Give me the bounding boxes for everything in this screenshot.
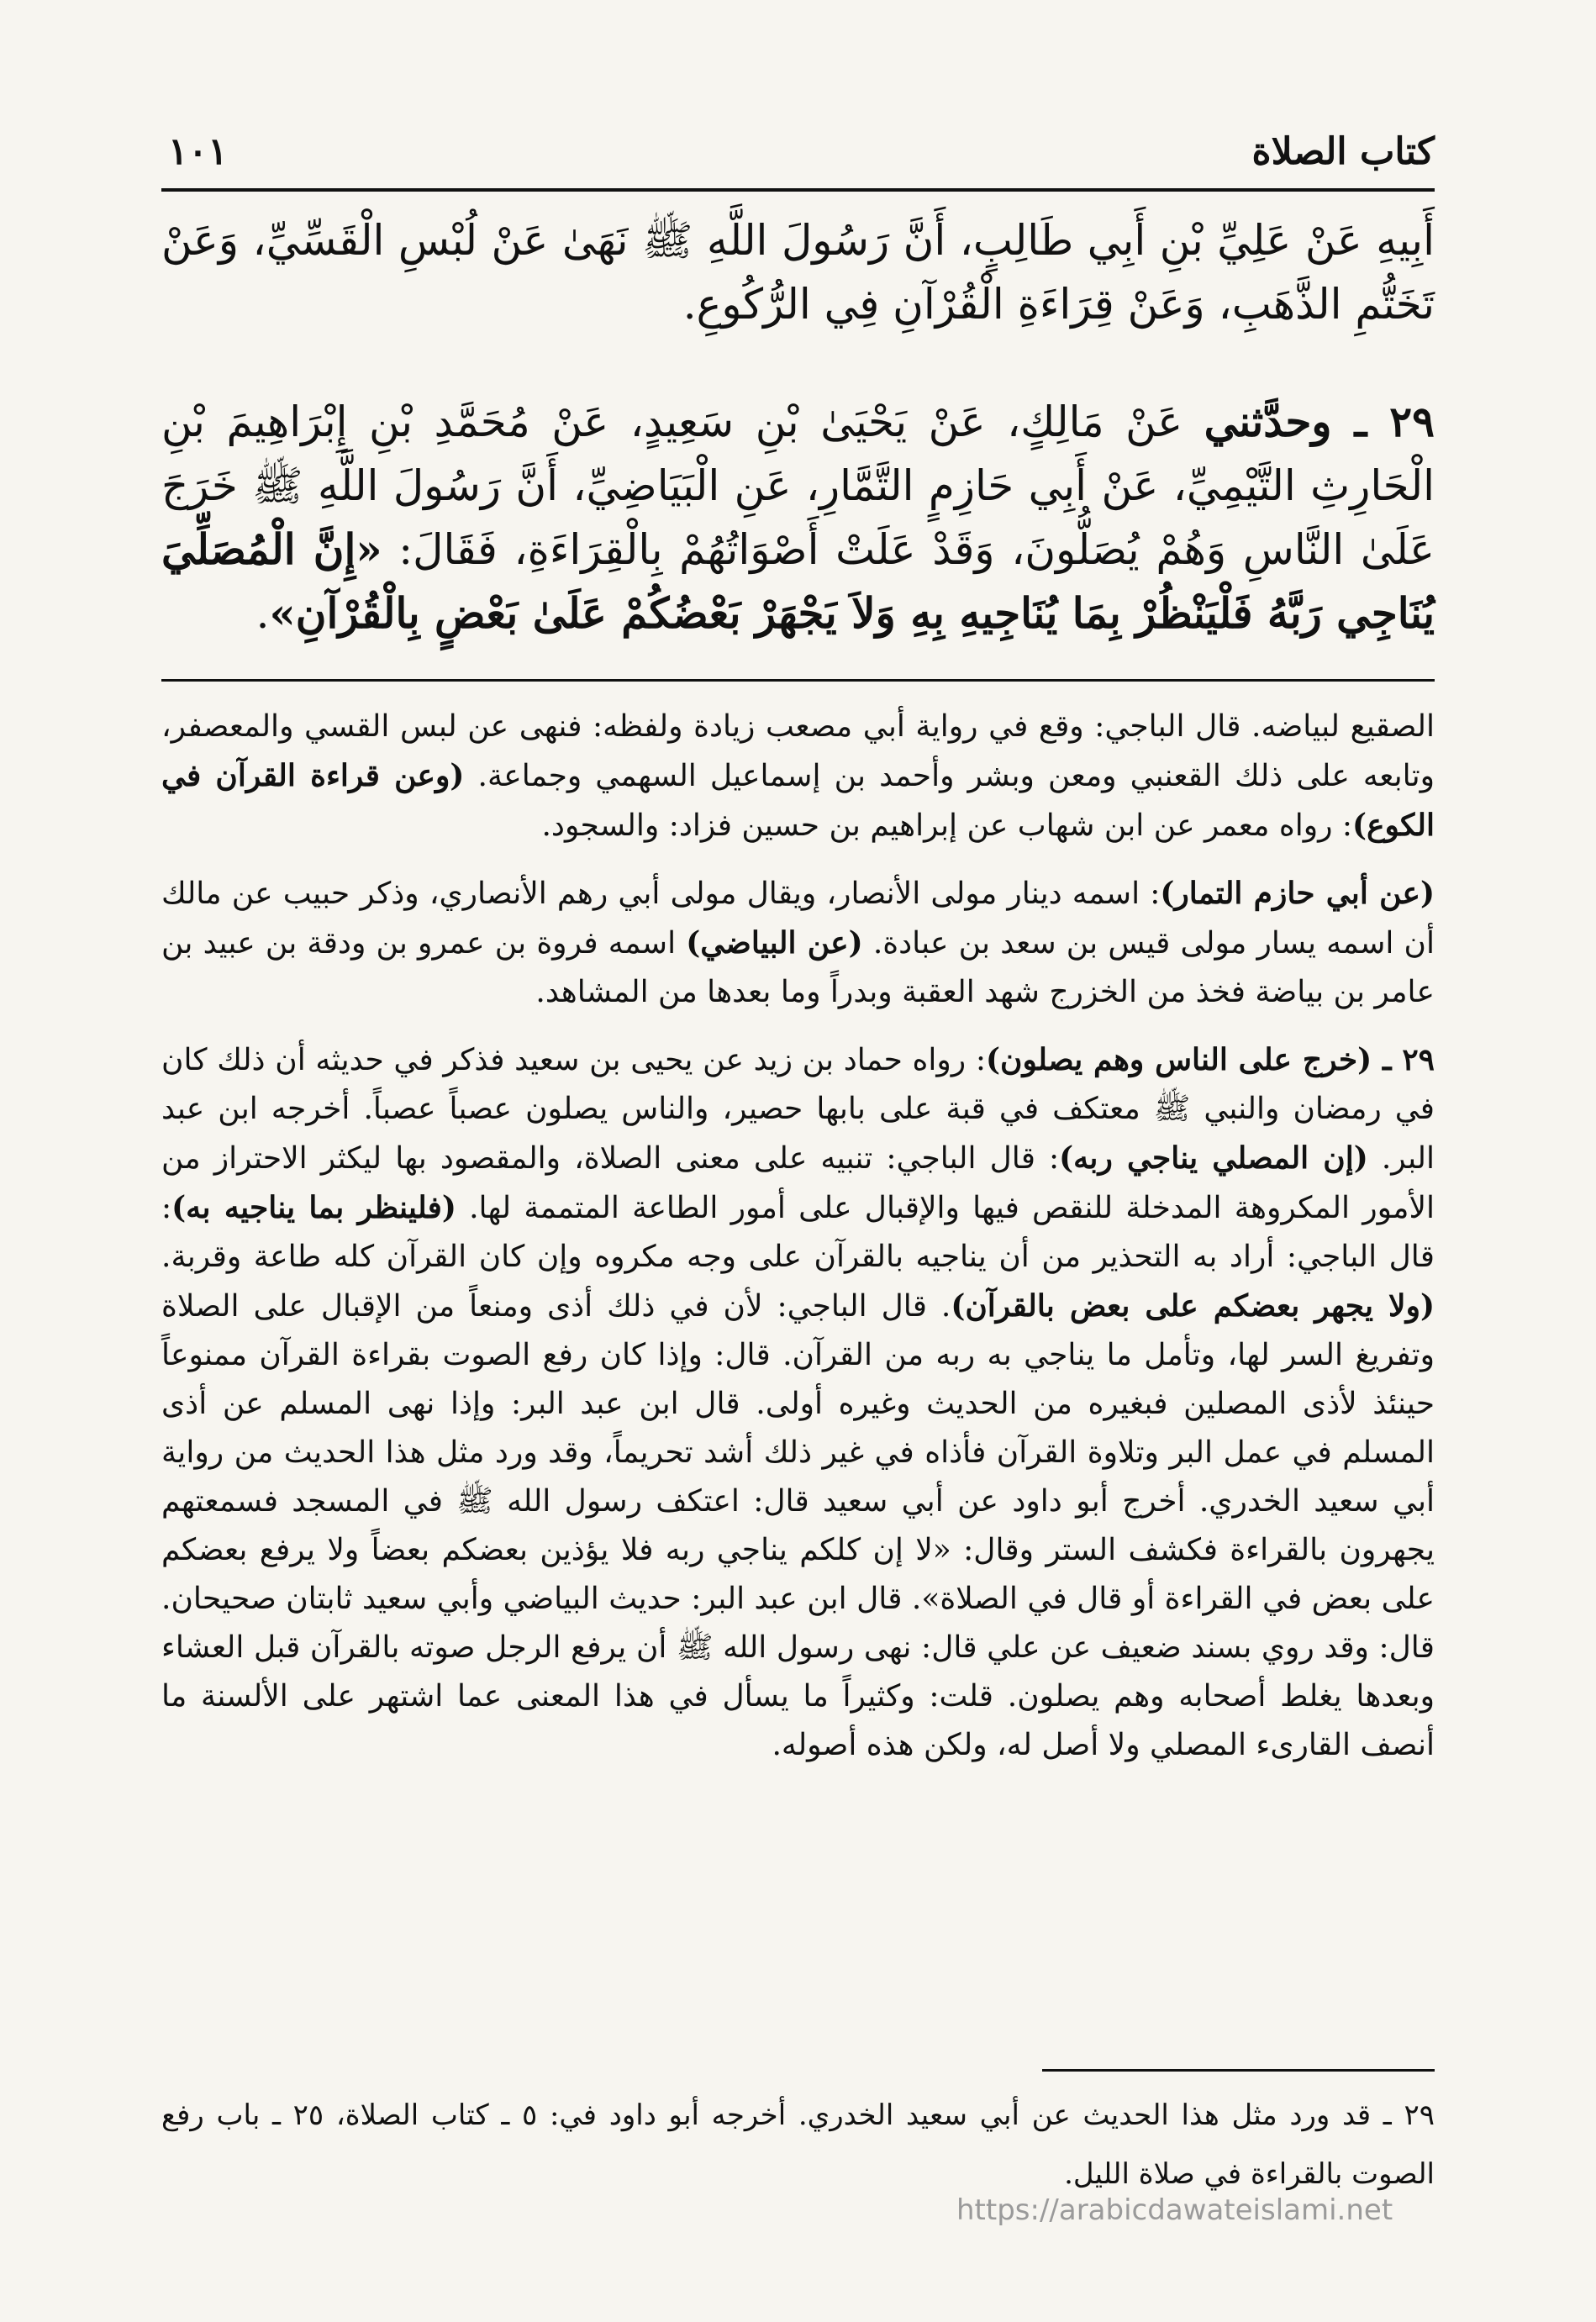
commentary-text: : قال الباجي: أراد به التحذير من أن يناجيه بالقرآن على وجه مكروه وإن كان القرآن كله طاعة وقربة. (161, 1191, 1435, 1274)
commentary-heading: ٢٩ ـ (خرج على الناس وهم يصلون) (985, 1042, 1435, 1077)
footnote-rule (1042, 2069, 1435, 2072)
book-title: كتاب الصلاة (1251, 129, 1435, 173)
hadith-29-isnad: عَنْ مَالِكٍ، عَنْ يَحْيَىٰ بْنِ سَعِيدٍ، عَنْ مُحَمَّدِ بْنِ إِبْرَاهِيمَ بْنِ الْحَارِثِ التَّيْمِيِّ، عَنْ أَبِي حَازِمٍ التَّمَّارِ، عَنِ الْبَيَاضِيِّ، أَنَّ رَسُولَ اللَّهِ ﷺ خَرَجَ عَلَىٰ النَّاسِ وَهُمْ يُصَلُّونَ، وَقَدْ عَلَتْ أَصْوَاتُهُمْ بِالْقِرَاءَةِ، فَقَالَ: (161, 398, 1435, 574)
commentary-paragraph-2 (161, 869, 1435, 1017)
commentary-divider (161, 679, 1435, 682)
commentary (161, 703, 1435, 1788)
commentary-text: الصقيع لبياضه. قال الباجي: وقع في رواية أبي مصعب زيادة ولفظه: فنهى عن لبس القسي والمعصفر، وتابعه على ذلك القعنبي ومعن وبشر وأحمد بن إسماعيل السهمي وجماعة. (161, 709, 1435, 793)
commentary-text: : رواه حماد بن زيد عن يحيى بن سعيد فذكر في حديثه أن ذلك كان في رمضان والنبي ﷺ معتكف في قبة على بابها حصير، والناس يصلون عصباً عصباً. أخرجه ابن عبد البر. (161, 1043, 1435, 1176)
hadith-29-end: . (255, 589, 270, 638)
watermark-link[interactable]: https://arabicdawateislami.net (956, 2193, 1393, 2227)
commentary-text: اسمه فروة بن عمرو بن ودقة بن عبيد بن عامر بن بياضة فخذ من الخزرج شهد العقبة وبدراً وما بعدها من المشاهد. (161, 926, 1435, 1009)
commentary-heading: (فلينظر بما يناجيه به) (171, 1190, 456, 1225)
commentary-text: : رواه معمر عن ابن شهاب عن إبراهيم بن حسين فزاد: والسجود. (541, 808, 1353, 843)
hadith-29-number: ٢٩ ـ وحدَّثني (1204, 397, 1435, 446)
commentary-text: : قال الباجي: تنبيه على معنى الصلاة، والمقصود بها ليكثر الاحتراز من الأمور المكروهة المدخلة للنقص فيها والإقبال على أمور الطاعة المتممة لها. (161, 1141, 1435, 1225)
hadith-28-ending (161, 208, 1435, 336)
commentary-paragraph-3 (161, 1035, 1435, 1770)
commentary-heading: (عن أبي حازم التمار) (1160, 876, 1435, 911)
commentary-text: : اسمه دينار مولى الأنصار، ويقال مولى أبي رهم الأنصاري، وذكر حبيب عن مالك أن اسمه يسار مولى قيس بن سعد بن عبادة. (161, 877, 1435, 961)
hadith-29 (161, 390, 1435, 645)
commentary-heading: (إن المصلي يناجي ربه) (1059, 1140, 1368, 1176)
hadith-29-paragraph (161, 390, 1435, 645)
commentary-paragraph-1 (161, 703, 1435, 850)
header-rule (161, 188, 1435, 192)
hadith-28-text: أَبِيهِ عَنْ عَلِيِّ بْنِ أَبِي طَالِبٍ، أَنَّ رَسُولَ اللَّهِ ﷺ نَهَىٰ عَنْ لُبْسِ الْقَسِّيِّ، وَعَنْ تَخَتُّمِ الذَّهَبِ، وَعَنْ قِرَاءَةِ الْقُرْآنِ فِي الرُّكُوعِ. (161, 216, 1435, 329)
hadith-29-quote: «إِنَّ الْمُصَلِّيَ يُنَاجِي رَبَّهُ فَلْيَنْظُرْ بِمَا يُنَاجِيهِ بِهِ وَلاَ يَجْهَرْ بَعْضُكُمْ عَلَىٰ بَعْضٍ بِالْقُرْآنِ» (161, 524, 1435, 638)
page-header (168, 126, 1435, 176)
commentary-text: . قال الباجي: لأن في ذلك أذى ومنعاً من الإقبال على الصلاة وتفريغ السر لها، وتأمل ما يناجي به ربه من القرآن. قال: وإذا كان رفع الصوت بقراءة القرآن ممنوعاً حينئذ لأذى المصلين فبغيره من الحديث وغيره أولى. قال ابن عبد البر: وإذا نهى المسلم عن أذى المسلم في عمل البر وتلاوة القرآن فأذاه في غير ذلك أشد تحريماً، وقد ورد مثل هذا الحديث من رواية أبي سعيد الخدري. أخرج أبو داود عن أبي سعيد قال: اعتكف رسول الله ﷺ في المسجد فسمعتهم يجهرون بالقراءة فكشف الستر وقال: «لا إن كلكم يناجي ربه فلا يؤذين بعضكم بعضاً ولا يرفع بعضكم على بعض في القراءة أو قال في الصلاة». قال ابن عبد البر: حديث البياضي وأبي سعيد ثابتان صحيحان. قال: وقد روي بسند ضعيف عن علي قال: نهى رسول الله ﷺ أن يرفع الرجل صوته بالقرآن قبل العشاء وبعدها يغلط أصحابه وهم يصلون. قلت: وكثيراً ما يسأل في هذا المعنى عما اشتهر على الألسنة ما أنصف القارىء المصلي ولا أصل له، ولكن هذه أصوله. (161, 1289, 1435, 1762)
commentary-heading: (عن البياضي) (686, 925, 863, 961)
footnote: ٢٩ ـ قد ورد مثل هذا الحديث عن أبي سعيد الخدري. أخرجه أبو داود في: ٥ ـ كتاب الصلاة، ٢٥ ـ باب رفع الصوت بالقراءة في صلاة الليل. (161, 2098, 1435, 2191)
commentary-heading: (ولا يجهر بعضكم على بعض بالقرآن) (951, 1288, 1435, 1324)
commentary-heading: (وعن قراءة القرآن في الكوع) (161, 758, 1435, 843)
page-number: ١٠١ (168, 129, 228, 173)
